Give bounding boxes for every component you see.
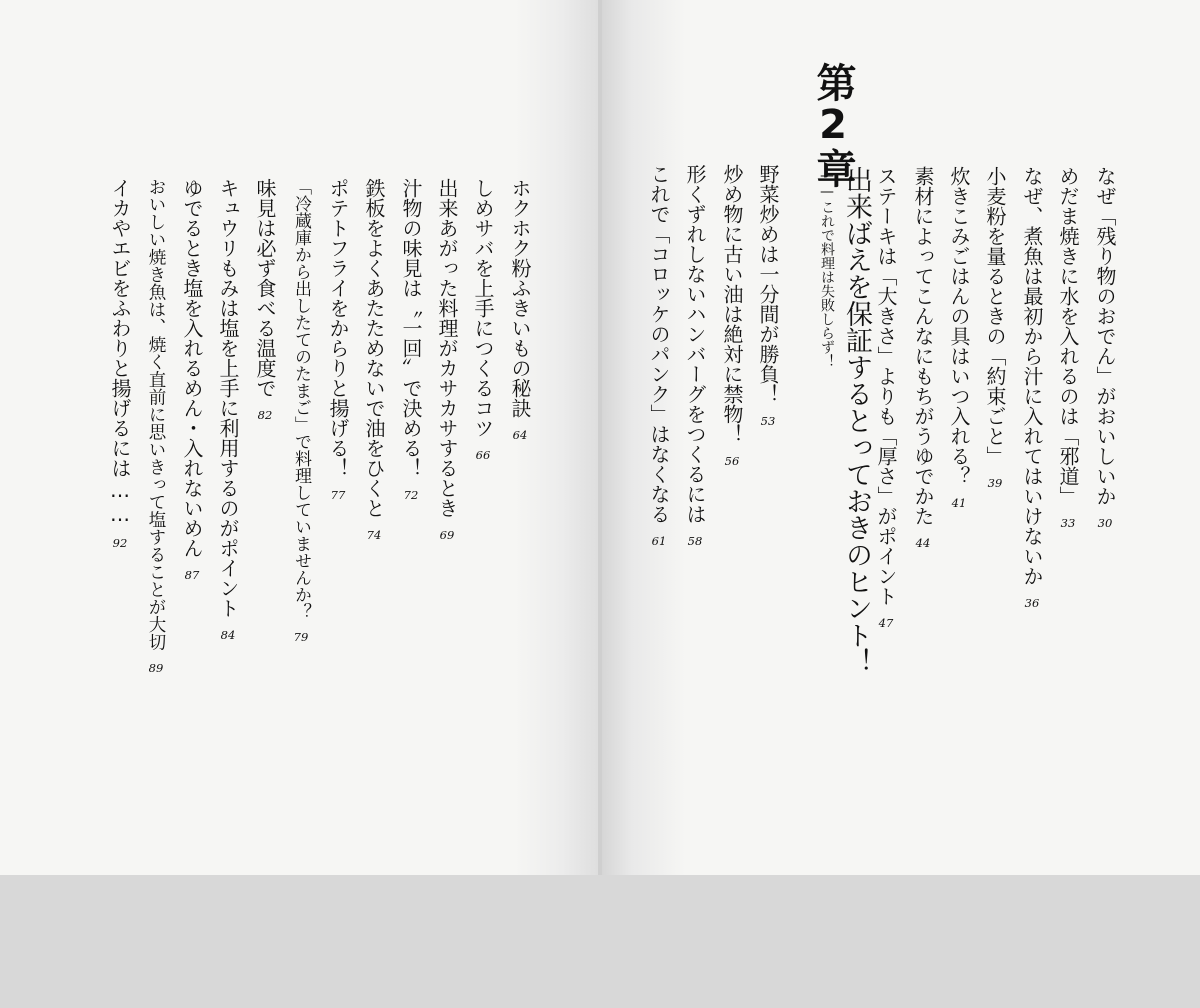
toc-entry-title: ゆでるとき塩を入れるめん・入れないめん — [180, 178, 204, 558]
toc-entry-title: なぜ「残り物のおでん」がおいしいか — [1093, 166, 1117, 506]
toc-page-number: 58 — [687, 534, 703, 548]
chapter-subtitle: ——これで料理は失敗しらず！ — [819, 168, 835, 368]
toc-entry-title: ステーキは「大きさ」よりも「厚さ」がポイント — [874, 166, 898, 606]
toc-page-number: 47 — [878, 616, 894, 630]
toc-entry-title: これで「コロッケのパンク」はなくなる — [647, 164, 671, 524]
toc-entry-title: 炒め物に古い油は絶対に禁物！ — [720, 164, 744, 444]
toc-entry-title: ホクホク粉ふきいもの秘訣 — [508, 178, 532, 418]
toc-entry — [939, 166, 979, 996]
toc-entry — [1085, 166, 1125, 996]
toc-entry — [903, 166, 943, 996]
toc-entry — [172, 178, 212, 1008]
toc-page-number: 30 — [1097, 516, 1113, 530]
toc-entry-title: キュウリもみは塩を上手に利用するのがポイント — [216, 178, 240, 618]
toc-entry — [208, 178, 248, 1008]
toc-entry-title: めだま焼きに水を入れるのは「邪道」 — [1056, 166, 1080, 506]
toc-entry — [748, 164, 788, 994]
toc-entry-title: イカやエビをふわりと揚げるには…… — [108, 178, 132, 526]
toc-entry — [1012, 166, 1052, 996]
toc-entry-title: ポテトフライをからりと揚げる！ — [326, 178, 350, 478]
toc-entry-title: 鉄板をよくあたためないで油をひくと — [362, 178, 386, 518]
toc-page-number: 72 — [403, 488, 419, 502]
toc-entry — [427, 178, 467, 1008]
toc-entry — [500, 178, 540, 1008]
toc-page-number: 33 — [1060, 516, 1076, 530]
toc-entry — [1048, 166, 1088, 996]
toc-entry — [675, 164, 715, 994]
toc-page-number: 39 — [987, 476, 1003, 490]
toc-page-number: 36 — [1024, 596, 1040, 610]
toc-page-number: 61 — [651, 534, 667, 548]
toc-entry-title: 炊きこみごはんの具はいつ入れる？ — [947, 166, 971, 486]
toc-entry — [100, 178, 140, 1008]
toc-entry-title: 汁物の味見は〝一回〟で決める！ — [399, 178, 423, 478]
toc-entry — [245, 178, 285, 1008]
toc-page-number: 82 — [257, 408, 273, 422]
toc-page-number: 56 — [724, 454, 740, 468]
toc-page-number: 77 — [330, 488, 346, 502]
toc-entry — [136, 178, 176, 1008]
toc-page-number: 69 — [439, 528, 455, 542]
toc-entry — [712, 164, 752, 994]
toc-entry — [639, 164, 679, 994]
toc-page-number: 74 — [366, 528, 382, 542]
toc-entry-title: 味見は必ず食べる温度で — [253, 178, 277, 398]
toc-entry-title: おいしい焼き魚は、焼く直前に思いきって塩することが大切 — [146, 178, 166, 651]
toc-entry-title: 形くずれしないハンバーグをつくるには — [683, 164, 707, 524]
toc-entry-title: なぜ、煮魚は最初から汁に入れてはいけないか — [1020, 166, 1044, 586]
toc-page-number: 41 — [951, 496, 967, 510]
chapter-label: 第2章 — [810, 62, 856, 188]
toc-entry — [318, 178, 358, 1008]
toc-page-number: 84 — [220, 628, 236, 642]
toc-page-number: 79 — [293, 630, 309, 644]
toc-entry-title: 出来あがった料理がカサカサするとき — [435, 178, 459, 518]
chapter-title: 出来ばえを保証するとっておきのヒント！ — [841, 166, 872, 676]
toc-page-number: 44 — [915, 536, 931, 550]
toc-entry-title: しめサバを上手につくるコツ — [471, 178, 495, 438]
toc-entry-title: 野菜炒めは一分間が勝負！ — [756, 164, 780, 404]
toc-entry-title: 小麦粉を量るときの「約束ごと」 — [983, 166, 1007, 466]
toc-page-number: 53 — [760, 414, 776, 428]
toc-page-number: 92 — [112, 536, 128, 550]
toc-entry — [463, 178, 503, 1008]
toc-page-number: 87 — [184, 568, 200, 582]
toc-entry-title: 「冷蔵庫から出したてのたまご」で料理していませんか？ — [291, 178, 311, 620]
toc-entry-title: 素材によってこんなにもちがうゆでかた — [911, 166, 935, 526]
toc-page-number: 66 — [475, 448, 491, 462]
toc-entry — [975, 166, 1015, 996]
toc-entry — [281, 178, 321, 1008]
toc-page-number: 64 — [512, 428, 528, 442]
toc-entry — [354, 178, 394, 1008]
toc-page-number: 89 — [148, 660, 164, 675]
toc-entry — [391, 178, 431, 1008]
